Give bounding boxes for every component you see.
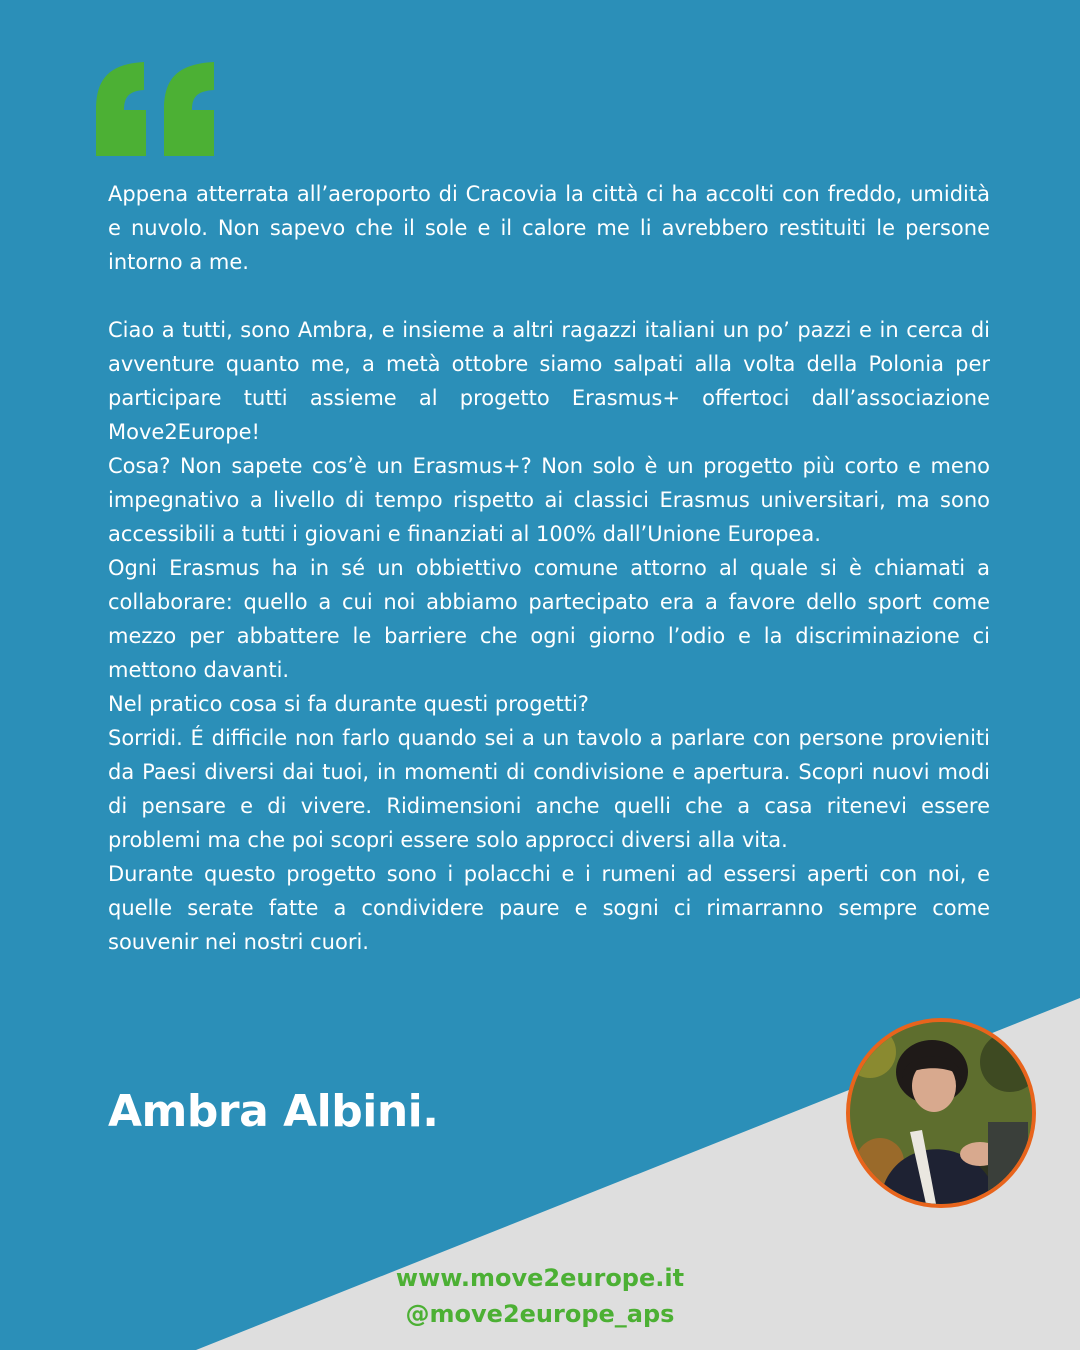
- testimonial-text: [108, 177, 990, 959]
- testimonial-paragraph: Durante questo progetto sono i polacchi e i rumeni ad essersi aperti con noi, e quelle serate fatte a condividere paure e sogni ci rimarranno sempre come souvenir nei nostri cuori.: [108, 862, 990, 954]
- social-handle-link[interactable]: @move2europe_aps: [405, 1300, 675, 1328]
- testimonial-paragraph: Cosa? Non sapete cos’è un Erasmus+? Non solo è un progetto più corto e meno impegnativo a livello di tempo rispetto ai classici Erasmus universitari, ma sono accessibili a tutti i giovani e finanziati al 100% dall’Unione Europea.: [108, 454, 990, 546]
- testimonial-paragraph: Nel pratico cosa si fa durante questi progetti?: [108, 692, 589, 716]
- testimonial-paragraph: Ogni Erasmus ha in sé un obbiettivo comune attorno al quale si è chiamati a collaborare: quello a cui noi abbiamo partecipato era a favore dello sport come mezzo per abbattere le barriere che ogni giorno l’odio e la discriminazione ci mettono davanti.: [108, 556, 990, 682]
- quotation-mark-icon: [94, 60, 218, 158]
- paragraph-spacer: [108, 279, 990, 313]
- author-name: Ambra Albini.: [108, 1086, 439, 1137]
- website-link[interactable]: www.move2europe.it: [395, 1264, 685, 1292]
- testimonial-paragraph: Ciao a tutti, sono Ambra, e insieme a altri ragazzi italiani un po’ pazzi e in cerca di avventure quanto me, a metà ottobre siamo salpati alla volta della Polonia per participare tutti assieme al progetto Erasmus+ offertoci dall’associazione Move2Europe!: [108, 318, 990, 444]
- testimonial-paragraph: Sorridi. É difficile non farlo quando sei a un tavolo a parlare con persone provieniti da Paesi diversi dai tuoi, in momenti di condivisione e apertura. Scopri nuovi modi di pensare e di vivere. Ridimensioni anche quelli che a casa ritenevi essere problemi ma che poi scopri essere solo approcci diversi alla vita.: [108, 726, 990, 852]
- author-photo: [846, 1018, 1036, 1208]
- footer-links: [0, 1260, 1080, 1332]
- testimonial-paragraph: Appena atterrata all’aeroporto di Cracovia la città ci ha accolti con freddo, umidità e nuvolo. Non sapevo che il sole e il calore me li avrebbero restituiti le persone intorno a me.: [108, 182, 990, 274]
